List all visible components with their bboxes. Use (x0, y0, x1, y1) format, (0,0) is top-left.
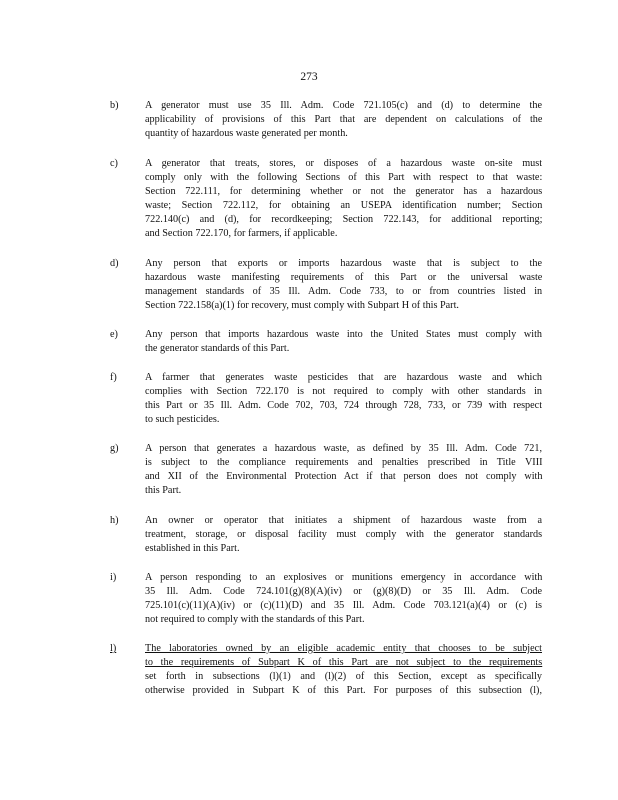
text-line: and XII of the Environmental Protection Act if that person does not comply with (145, 471, 543, 482)
text-line: and Section 722.170, for farmers, if applicable. (145, 228, 338, 239)
paragraph-label: b) (110, 100, 119, 111)
paragraph-text (145, 571, 542, 627)
text-line: Section 722.158(a)(1) for recovery, must comply with Subpart H of this Part. (145, 300, 459, 311)
paragraph-g (110, 442, 542, 498)
paragraph-label: e) (110, 329, 118, 340)
text-line: this Part or 35 Ill. Adm. Code 702, 703, 724 through 728, 733, or 739 with respect (145, 400, 543, 411)
paragraph-f (110, 371, 542, 427)
paragraph-text (145, 371, 542, 427)
text-line: comply only with the following Sections of this Part with respect to that waste: (145, 172, 543, 183)
paragraph-text (145, 99, 542, 141)
text-line: 722.140(c) and (d), for recordkeeping; Section 722.143, for additional reporting; (145, 214, 543, 225)
text-line: 725.101(c)(11)(A)(iv) or (c)(11)(D) and 35 Ill. Adm. Code 703.121(a)(4) or (c) is (145, 600, 542, 611)
text-line: A person that generates a hazardous waste, as defined by 35 Ill. Adm. Code 721, (145, 443, 542, 454)
text-line-underlined: The laboratories owned by an eligible academic entity that chooses to be subject (145, 643, 542, 654)
text-line: Section 722.111, for determining whether or not the generator has a hazardous (145, 186, 543, 197)
paragraph-e (110, 328, 542, 356)
text-line: Any person that imports hazardous waste into the United States must comply with (145, 329, 543, 340)
text-line: A generator must use 35 Ill. Adm. Code 721.105(c) and (d) to determine the (145, 100, 542, 111)
text-line: otherwise provided in Subpart K of this Part. For purposes of this subsection (l), (145, 685, 542, 696)
paragraph-d (110, 257, 542, 313)
paragraph-text (145, 157, 542, 241)
paragraph-h (110, 514, 542, 556)
text-line: An owner or operator that initiates a shipment of hazardous waste from a (145, 515, 542, 526)
text-line: hazardous waste manifesting requirements of this Part or the universal waste (145, 272, 543, 283)
text-line: this Part. (145, 485, 182, 496)
paragraph-b (110, 99, 542, 141)
page-number: 273 (300, 71, 318, 83)
paragraph-label: i) (110, 572, 117, 583)
paragraph-text (145, 257, 542, 313)
text-line: management standards of 35 Ill. Adm. Code 733, to or from countries listed in (145, 286, 543, 297)
text-line: to such pesticides. (145, 414, 220, 425)
text-line: Any person that exports or imports hazardous waste that is subject to the (145, 258, 542, 269)
text-line: waste; Section 722.112, for obtaining an USEPA identification number; Section (145, 200, 543, 211)
text-line: set forth in subsections (l)(1) and (l)(2) of this Section, except as specifically (145, 671, 542, 682)
paragraph-label: g) (110, 443, 119, 454)
text-line: 35 Ill. Adm. Code 724.101(g)(8)(A)(iv) or (g)(8)(D) or 35 Ill. Adm. Code (145, 586, 542, 597)
text-line: A person responding to an explosives or munitions emergency in accordance with (145, 572, 543, 583)
paragraph-label: f) (110, 372, 117, 383)
text-line: A farmer that generates waste pesticides that are hazardous waste and which (145, 372, 542, 383)
text-line: treatment, storage, or disposal facility must comply with the generator standards (145, 529, 543, 540)
paragraph-text (145, 328, 542, 356)
paragraph-text (145, 642, 542, 698)
paragraph-label: h) (110, 515, 119, 526)
text-line: complies with Section 722.170 is not required to comply with other standards in (145, 386, 542, 397)
paragraph-label: d) (110, 258, 119, 269)
text-line: applicability of provisions of this Part that are dependent on calculations of the (145, 114, 543, 125)
text-line: quantity of hazardous waste generated per month. (145, 128, 348, 139)
text-line: established in this Part. (145, 543, 240, 554)
text-line-underlined: to the requirements of Subpart K of this Part are not subject to the requirements (145, 657, 543, 668)
paragraph-text (145, 514, 542, 556)
paragraph-label: l) (110, 643, 117, 654)
paragraph-i (110, 571, 542, 627)
text-line: the generator standards of this Part. (145, 343, 290, 354)
paragraph-label: c) (110, 158, 118, 169)
text-line: is subject to the compliance requirements and penalties prescribed in Title VIII (145, 457, 543, 468)
text-line: not required to comply with the standards of this Part. (145, 614, 365, 625)
paragraph-l (110, 642, 542, 698)
paragraph-c (110, 157, 542, 241)
paragraph-text (145, 442, 542, 498)
text-line: A generator that treats, stores, or disposes of a hazardous waste on-site must (145, 158, 543, 169)
